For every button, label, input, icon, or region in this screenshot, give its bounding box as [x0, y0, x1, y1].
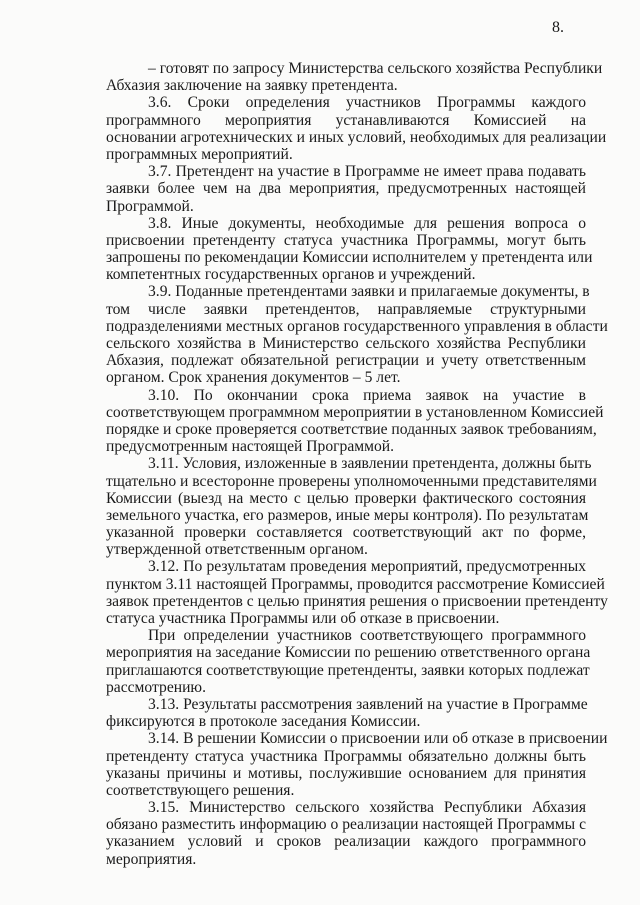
text-line: запрошены по рекомендации Комиссии исполнителем у претендента или: [106, 249, 593, 267]
text-line: 3.8. Иные документы, необходимые для решения вопроса о: [148, 214, 586, 232]
text-line: основании агротехнических и иных условий, необходимых для реализации: [106, 128, 607, 146]
text-line: том числе заявки претендентов, направляемые структурными: [106, 300, 586, 318]
text-line: соответствующего решения.: [106, 781, 295, 799]
paragraph: [106, 60, 603, 95]
text-line: претенденту статуса участника Программы обязательно должны быть: [106, 747, 586, 765]
text-line: статуса участника Программы или об отказе в присвоении.: [106, 610, 500, 627]
paragraph: [106, 386, 604, 456]
paragraph: [106, 214, 593, 284]
paragraph: [106, 799, 586, 868]
text-line: Абхазия, подлежат обязательной регистрации и учету ответственным: [106, 352, 586, 370]
text-line: обязано разместить информацию о реализации настоящей Программы с: [106, 816, 586, 834]
text-line: мероприятия на заседание Комиссии по решению ответственного органа: [106, 644, 591, 662]
paragraph: [106, 627, 591, 696]
text-line: 3.14. В решении Комиссии о присвоении или об отказе в присвоении: [148, 730, 608, 748]
text-line: 3.11. Условия, изложенные в заявлении претендента, должны быть: [148, 455, 592, 473]
paragraph: [106, 283, 608, 387]
document-body: [106, 60, 608, 868]
text-line: мероприятия.: [106, 850, 197, 868]
text-line: приглашаются соответствующие претенденты, заявки которых подлежат: [106, 661, 590, 679]
text-line: фиксируются в протоколе заседания Комиссии.: [106, 713, 421, 731]
text-line: органом. Срок хранения документов – 5 лет.: [106, 369, 401, 387]
text-line: порядке и сроке проверяется соответствие поданных заявок требованиям,: [106, 420, 597, 438]
text-line: сельского хозяйства в Министерство сельского хозяйства Республики: [106, 335, 586, 352]
text-line: указаны причины и мотивы, послужившие основанием для принятия: [106, 764, 586, 782]
text-line: Программой.: [106, 197, 194, 215]
text-line: 3.13. Результаты рассмотрения заявлений на участие в Программе: [148, 695, 588, 713]
text-line: предусмотренным настоящей Программой.: [106, 438, 395, 456]
text-line: Абхазия заключение на заявку претендента.: [106, 77, 398, 95]
text-line: утвержденной ответственным органом.: [106, 541, 368, 559]
page-number: 8.: [552, 19, 564, 36]
text-line: 3.6. Сроки определения участников Программы каждого: [148, 94, 586, 112]
text-line: заявок претендентов с целью принятия решения о присвоении претенденту: [106, 592, 608, 610]
text-line: подразделениями местных органов государственного управления в области: [106, 317, 608, 335]
paragraph: [106, 696, 586, 730]
text-line: тщательно и всесторонне проверены уполномоченными представителями: [106, 472, 597, 490]
text-line: 3.10. По окончании срока приема заявок на участие в: [148, 386, 586, 404]
text-line: программного мероприятия устанавливаются Комиссией на: [106, 111, 586, 129]
text-line: программных мероприятий.: [106, 145, 293, 163]
text-line: земельного участка, его размеров, иные меры контроля). По результатам: [106, 506, 589, 524]
text-line: пунктом 3.11 настоящей Программы, проводится рассмотрение Комиссией: [106, 575, 605, 593]
text-line: 3.12. По результатам проведения мероприятий, предусмотренных: [148, 558, 586, 576]
text-line: рассмотрению.: [106, 678, 206, 696]
paragraph: [106, 558, 608, 627]
text-line: указанной проверки составляется соответствующий акт по форме,: [106, 524, 586, 542]
text-line: присвоении претенденту статуса участника Программы, могут быть: [106, 231, 586, 249]
text-line: 3.9. Поданные претендентами заявки и прилагаемые документы, в: [148, 283, 590, 301]
text-line: 3.7. Претендент на участие в Программе не имеет права подавать: [148, 163, 586, 181]
text-line: указанием условий и сроков реализации каждого программного: [106, 833, 586, 851]
text-line: заявки более чем на два мероприятия, предусмотренных настоящей: [106, 180, 586, 198]
text-line: При определении участников соответствующего программного: [148, 627, 586, 645]
text-line: компетентных государственных органов и учреждений.: [106, 266, 476, 284]
text-line: 3.15. Министерство сельского хозяйства Республики Абхазия: [148, 799, 586, 817]
paragraph: [106, 730, 608, 799]
paragraph: [106, 163, 586, 215]
text-line: соответствующем программном мероприятии в установленном Комиссией: [106, 403, 604, 421]
paragraph: [106, 94, 607, 163]
paragraph: [106, 455, 597, 559]
text-line: Комиссии (выезд на место с целью проверки фактического состояния: [106, 489, 586, 507]
text-line: – готовят по запросу Министерства сельского хозяйства Республики: [148, 60, 603, 77]
